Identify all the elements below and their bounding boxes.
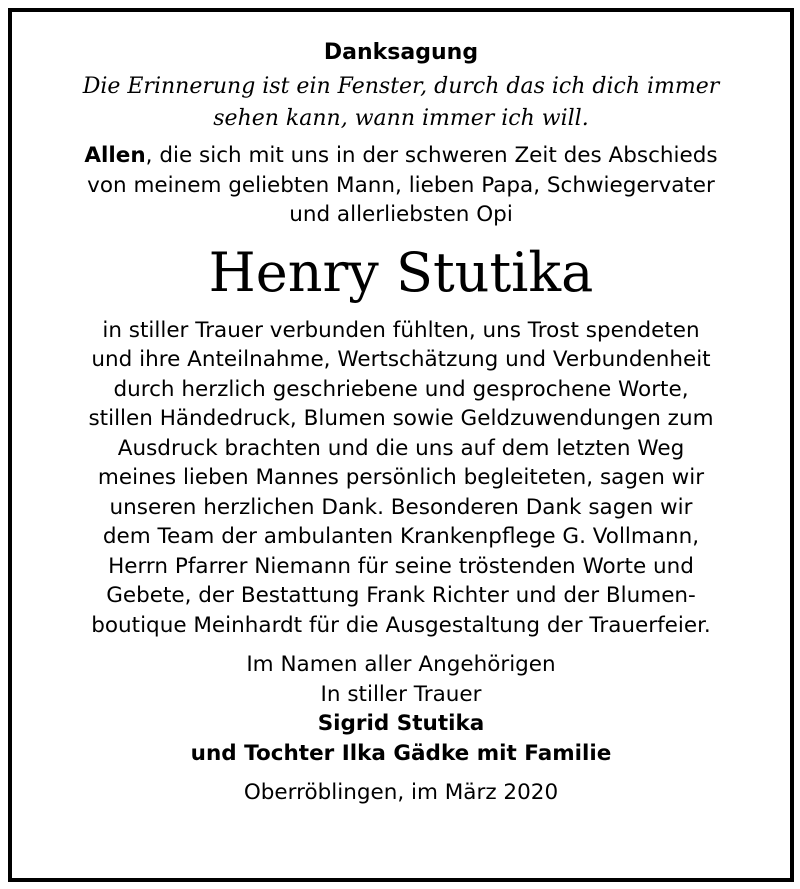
signoff-block — [12, 650, 790, 768]
obituary-notice — [8, 8, 794, 882]
intro-line: von meinem geliebten Mann, lieben Papa, Schwiegervater — [87, 172, 715, 198]
notice-content — [12, 38, 790, 808]
body-line: boutique Meinhardt für die Ausgestaltung der Trauerfeier. — [91, 612, 711, 638]
body-line: stillen Händedruck, Blumen sowie Geldzuwendungen zum — [88, 406, 714, 431]
mourner-family: und Tochter Ilka Gädke mit Familie — [190, 740, 612, 766]
body-line: in stiller Trauer verbunden fühlten, uns Trost spendeten — [102, 317, 700, 343]
intro-line-rest: , die sich mit uns in der schweren Zeit des Abschieds — [145, 143, 718, 168]
body-line: meines lieben Mannes persönlich begleiteten, sagen wir — [97, 465, 705, 490]
memorial-quote — [12, 71, 790, 135]
mourner-name: Sigrid Stutika — [317, 711, 485, 736]
intro-lead-word: Allen — [84, 143, 146, 168]
body-line: Ausdruck brachten und die uns auf dem letzten Weg — [117, 435, 685, 461]
quote-line: Die Erinnerung ist ein Fenster, durch das ich dich immer — [82, 74, 720, 99]
body-line: durch herzlich geschriebene und gesprochene Worte, — [113, 376, 689, 402]
body-line: Herrn Pfarrer Niemann für seine tröstenden Worte und — [108, 553, 694, 579]
body-line: und ihre Anteilnahme, Wertschätzung und Verbundenheit — [91, 347, 711, 372]
thanks-paragraph — [12, 316, 790, 641]
place-date: Oberröblingen, im März 2020 — [243, 780, 559, 805]
body-line: dem Team der ambulanten Krankenpflege G. Vollmann, — [102, 524, 700, 549]
body-line: Gebete, der Bestattung Frank Richter und der Blumen- — [106, 583, 696, 608]
intro-paragraph — [12, 141, 790, 230]
intro-line: und allerliebsten Opi — [289, 202, 513, 227]
intro-line — [12, 141, 790, 171]
deceased-name: Henry Stutika — [208, 240, 594, 304]
signoff-line: Im Namen aller Angehörigen — [246, 652, 556, 677]
signoff-line: In stiller Trauer — [320, 681, 482, 707]
quote-line: sehen kann, wann immer ich will. — [213, 106, 589, 131]
notice-heading: Danksagung — [323, 40, 479, 65]
body-line: unseren herzlichen Dank. Besonderen Dank sagen wir — [109, 494, 693, 520]
